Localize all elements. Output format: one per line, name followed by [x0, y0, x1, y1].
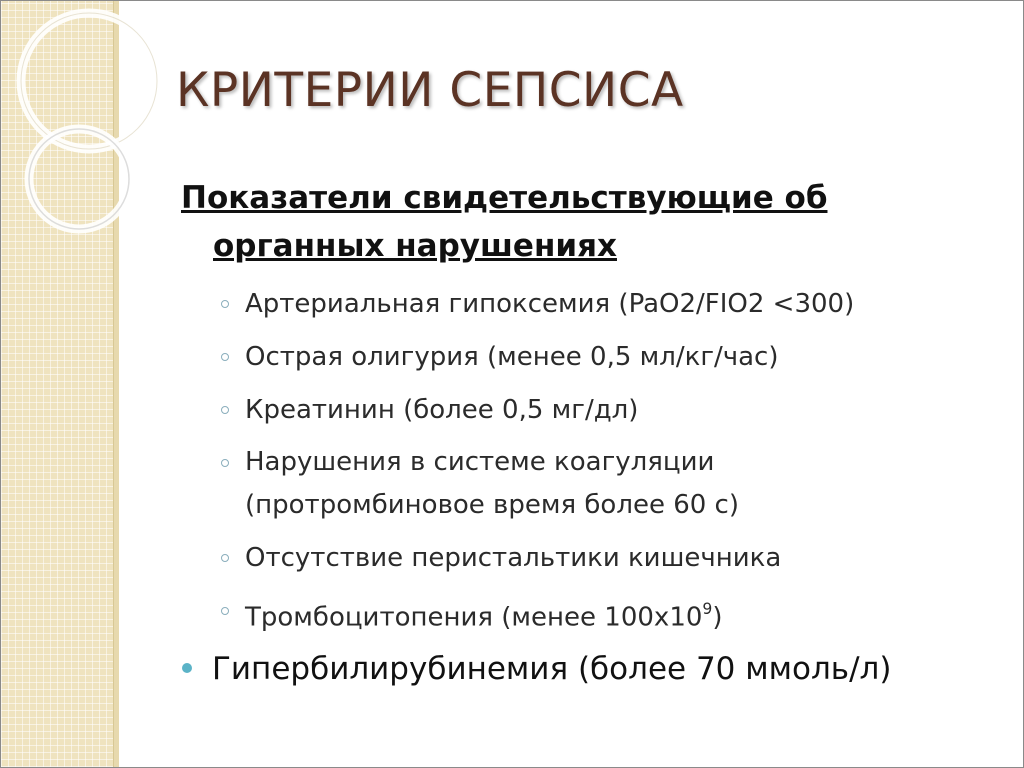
section-heading-line-2: органных нарушениях — [213, 228, 617, 264]
list-item — [218, 536, 918, 580]
list-item-text-line-2: (протромбиновое время более 60 с) — [245, 490, 739, 520]
hollow-circle-icon — [221, 607, 229, 615]
list-item — [218, 589, 918, 640]
list-item-text: Острая олигурия (менее 0,5 мл/кг/час) — [245, 342, 779, 372]
hollow-circle-icon — [221, 406, 229, 414]
list-item-text: Артериальная гипоксемия (PaO2/FIO2 <300) — [245, 289, 855, 319]
main-list-item — [182, 645, 891, 693]
list-item-text: Тромбоцитопения (менее 100х10 — [245, 602, 703, 633]
slide-title: КРИТЕРИИ СЕПСИСА — [176, 63, 684, 118]
hollow-circle-icon — [221, 554, 229, 562]
list-item-text-line-1: Нарушения в системе коагуляции — [245, 447, 715, 477]
list-item — [218, 388, 918, 432]
criteria-list — [218, 282, 918, 649]
list-item-exponent: 9 — [702, 600, 713, 618]
section-heading — [181, 174, 881, 270]
list-item — [218, 282, 918, 326]
section-heading-line-1: Показатели свидетельствующие об — [181, 180, 828, 216]
filled-dot-icon — [182, 663, 192, 673]
list-item — [218, 335, 918, 379]
hollow-circle-icon — [221, 300, 229, 308]
list-item — [218, 441, 918, 527]
main-list-item-text: Гипербилирубинемия (более 70 ммоль/л) — [212, 651, 892, 687]
list-item-suffix: ) — [712, 602, 723, 633]
list-item-text: Креатинин (более 0,5 мг/дл) — [245, 395, 639, 425]
hollow-circle-icon — [221, 459, 229, 467]
hollow-circle-icon — [221, 353, 229, 361]
decorative-rings — [1, 1, 161, 261]
list-item-text: Отсутствие перистальтики кишечника — [245, 543, 782, 573]
